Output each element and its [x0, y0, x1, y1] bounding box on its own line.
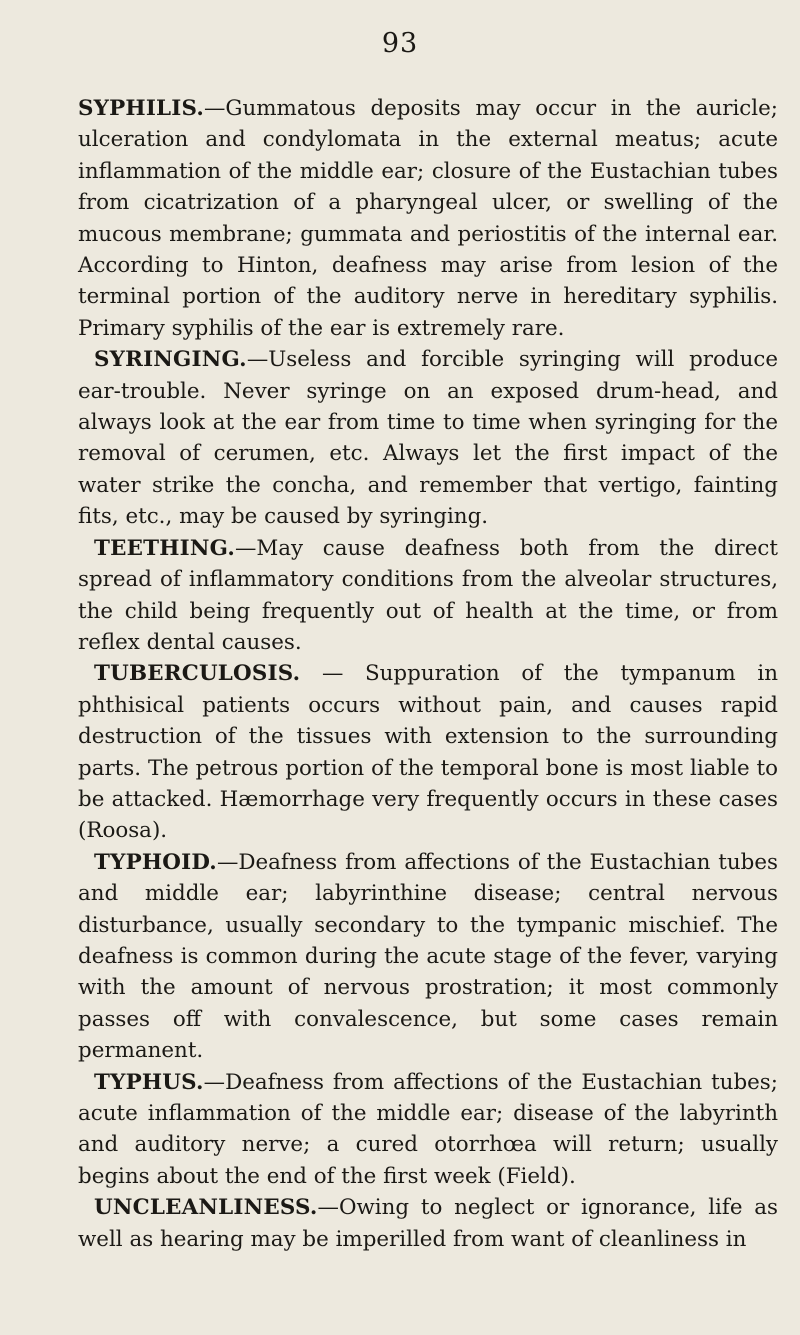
entry-text: Useless and forcible syringing will produce ear-trouble. Never syringe on an exposed drum-head, and always look at the ear from time to time when syringing for the removal of cerumen, etc. Always let the first impact of the water strike the concha, and remember that vertigo, fainting fits, etc., may be caused by syringing. — [78, 347, 778, 530]
entry-separator: — — [234, 535, 257, 561]
entry-heading: UNCLEANLINESS. — [94, 1195, 318, 1221]
entry-heading: SYPHILIS. — [78, 96, 204, 121]
entry-heading: SYRINGING. — [94, 347, 247, 373]
entry-heading: TEETHING. — [94, 535, 235, 561]
entry-text: Deafness from affections of the Eustachian tubes; acute inflammation of the middle ear; disease of the labyrinth and auditory nerve; a cured otorrhœa will return; usually begins about the end of the first week (Field). — [78, 1069, 778, 1189]
entry-text: Suppuration of the tympanum in phthisical patients occurs without pain, and causes rapid destruction of the tissues with extension to the surrounding parts. The petrous portion of the temporal bone is most liable to be attacked. Hæmorrhage very frequently occurs in these cases (Roosa). — [78, 661, 778, 844]
entry-typhoid — [78, 847, 778, 1067]
entry-uncleanliness — [78, 1192, 778, 1255]
body-text — [78, 93, 778, 1255]
page-number: 93 — [381, 28, 419, 59]
entry-text: May cause deafness both from the direct spread of inflammatory conditions from the alveolar structures, the child being frequently out of health at the time, or from reflex dental causes. — [78, 535, 778, 655]
entry-text: Deafness from affections of the Eustachian tubes and middle ear; labyrinthine disease; central nervous disturbance, usually secondary to the tympanic mischief. The deafness is common during the acute stage of the fever, varying with the amount of nervous prostration; it most commonly passes off with convalescence, but some cases remain permanent. — [78, 849, 778, 1064]
entry-separator: — — [246, 347, 269, 373]
entry-separator: — — [300, 661, 365, 687]
entry-heading: TYPHUS. — [94, 1069, 204, 1095]
entry-text: Owing to neglect or ignorance, life as well as hearing may be imperilled from want of cleanliness in — [78, 1195, 778, 1252]
entry-separator: — — [216, 849, 239, 875]
entry-syphilis — [78, 93, 778, 344]
entry-typhus — [78, 1067, 778, 1193]
entry-syringing — [78, 344, 778, 532]
entry-heading: TUBERCULOSIS. — [94, 661, 301, 687]
entry-separator: — — [203, 1069, 226, 1095]
entry-separator: — — [204, 96, 226, 121]
entry-text: Gummatous deposits may occur in the auricle; ulceration and condylomata in the external meatus; acute inflammation of the middle ear; closure of the Eustachian tubes from cicatrization of a pharyngeal ulcer, or swelling of the mucous membrane; gummata and periostitis of the internal ear. According to Hinton, deafness may arise from lesion of the terminal portion of the auditory nerve in hereditary syphilis. Primary syphilis of the ear is extremely rare. — [78, 96, 778, 341]
entry-teething — [78, 533, 778, 659]
entry-tuberculosis — [78, 658, 778, 846]
entry-separator: — — [317, 1195, 339, 1221]
entry-heading: TYPHOID. — [94, 849, 217, 875]
